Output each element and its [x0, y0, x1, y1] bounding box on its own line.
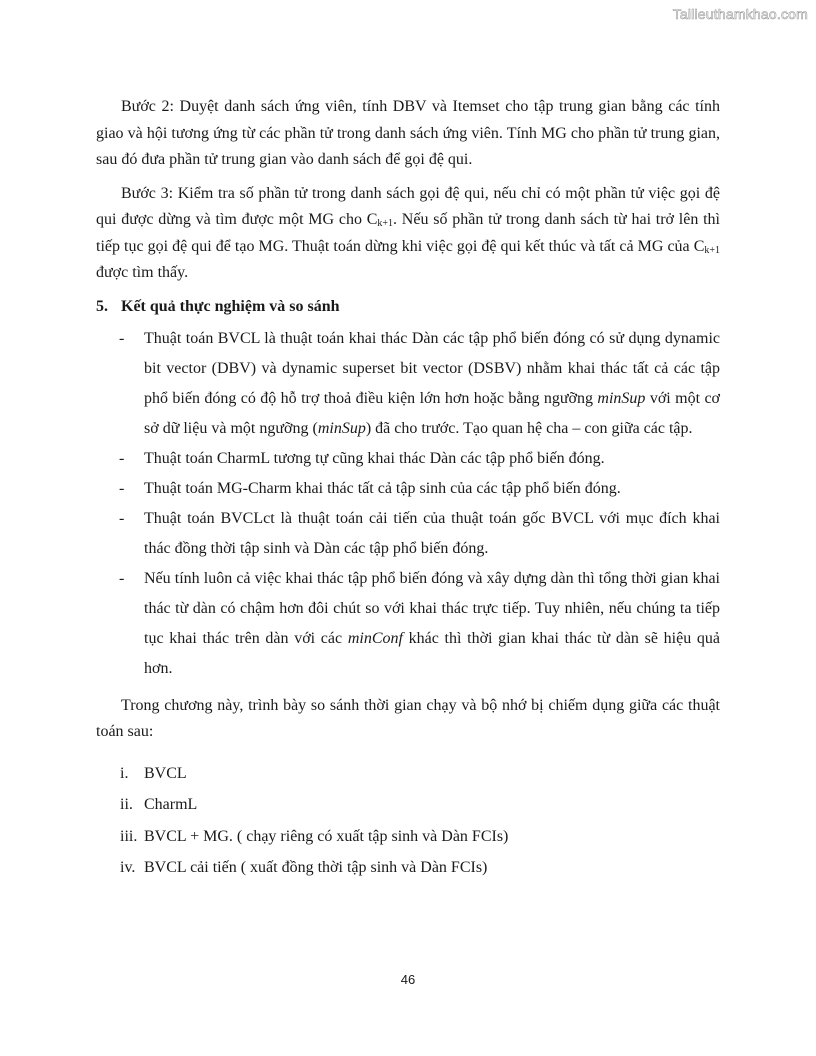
list-item	[96, 444, 720, 474]
step3-subscript-2: k+1	[704, 244, 720, 256]
dash-marker: -	[119, 569, 125, 587]
step3-paragraph	[96, 181, 720, 287]
algorithm-name: CharmL	[144, 796, 198, 813]
bullet-text: với một cơ sở dữ liệu và một ngưỡng (	[144, 389, 720, 437]
algorithm-name: BVCL	[144, 764, 187, 782]
list-item	[96, 474, 720, 504]
bullet-text: Thuật toán BVCLct là thuật toán cải tiến của thuật toán gốc BVCL với mục đích khai thác đồng thời tập sinh và Dàn các tập phổ biến đóng.	[144, 509, 720, 557]
dash-marker: -	[119, 329, 125, 347]
step3-text-1: Bước 3: Kiểm tra số phần tử trong danh sách gọi đệ qui, nếu chỉ có một phần tử việc gọi đệ qui được dừng và tìm được một MG cho C	[96, 184, 720, 228]
dash-marker: -	[119, 449, 125, 467]
bullet-text: Thuật toán MG-Charm khai thác tất cả tập sinh của các tập phổ biến đóng.	[144, 479, 621, 497]
step3-text-2: . Nếu số phần tử trong danh sách từ hai trở lên thì tiếp tục gọi đệ qui để tạo MG. Thuật toán dừng khi việc gọi đệ qui kết thúc và tất cả MG của C	[96, 211, 720, 255]
watermark: Tailieuthamkhao.com	[672, 6, 808, 22]
roman-numeral: iii.	[120, 827, 138, 845]
step3-text-3: được tìm thấy.	[96, 264, 189, 281]
algorithm-name: BVCL cải tiến ( xuất đồng thời tập sinh và Dàn FCIs)	[144, 859, 488, 876]
step3-subscript-1: k+1	[377, 218, 394, 229]
bullet-text: ) đã cho trước. Tạo quan hệ cha – con giữa các tập.	[365, 419, 693, 437]
section-heading	[96, 294, 720, 324]
step2-paragraph: Bước 2: Duyệt danh sách ứng viên, tính DBV và Itemset cho tập trung gian bằng các tính giao và hội tương ứng từ các phần tử trong danh sách ứng viên. Tính MG cho phần tử trung gian, sau đó đưa phần tử trung gian vào danh sách để gọi đệ qui.	[96, 98, 720, 168]
roman-numeral: iv.	[120, 859, 136, 876]
dash-marker: -	[119, 509, 125, 527]
section-title: Kết quả thực nghiệm và so sánh	[121, 297, 340, 315]
list-item	[96, 758, 720, 790]
bullet-italic: minConf	[347, 629, 403, 647]
section-number: 5.	[96, 297, 108, 315]
list-item	[96, 789, 720, 821]
list-item	[96, 821, 720, 853]
list-item	[96, 504, 720, 564]
bullet-italic: minSup	[317, 419, 366, 437]
bullet-text: Thuật toán CharmL tương tự cũng khai thác Dàn các tập phổ biến đóng.	[144, 449, 605, 467]
roman-numeral: ii.	[120, 796, 133, 813]
page-body	[96, 94, 720, 884]
list-item	[96, 324, 720, 444]
bullet-italic: minSup	[597, 389, 646, 407]
intro-paragraph: Trong chương này, trình bày so sánh thời gian chạy và bộ nhớ bị chiếm dụng giữa các thuật toán sau:	[96, 696, 720, 740]
roman-numeral: i.	[120, 764, 129, 782]
results-list	[96, 324, 720, 684]
list-item	[96, 852, 720, 884]
bullet-text: Thuật toán BVCL là thuật toán khai thác Dàn các tập phổ biến đóng có sử dụng dynamic bit vector (DBV) và dynamic superset bit vector (DSBV) nhằm khai thác tất cả các tập phổ biến đóng có độ hỗ trợ thoả điều kiện lớn hơn hoặc bằng ngưỡng	[144, 329, 720, 407]
dash-marker: -	[119, 479, 125, 497]
bullet-text: khác thì thời gian khai thác từ dàn sẽ hiệu quả hơn.	[144, 629, 720, 677]
algorithm-list	[96, 758, 720, 884]
page-number: 46	[400, 972, 416, 987]
list-item	[96, 564, 720, 684]
bullet-text: Nếu tính luôn cả việc khai thác tập phổ biến đóng và xây dựng dàn thì tổng thời gian khai thác từ dàn có chậm hơn đôi chút so với khai thác trực tiếp. Tuy nhiên, nếu chúng ta tiếp tục khai thác trên dàn với các	[144, 569, 720, 647]
algorithm-name: BVCL + MG. ( chạy riêng có xuất tập sinh và Dàn FCIs)	[144, 827, 509, 845]
